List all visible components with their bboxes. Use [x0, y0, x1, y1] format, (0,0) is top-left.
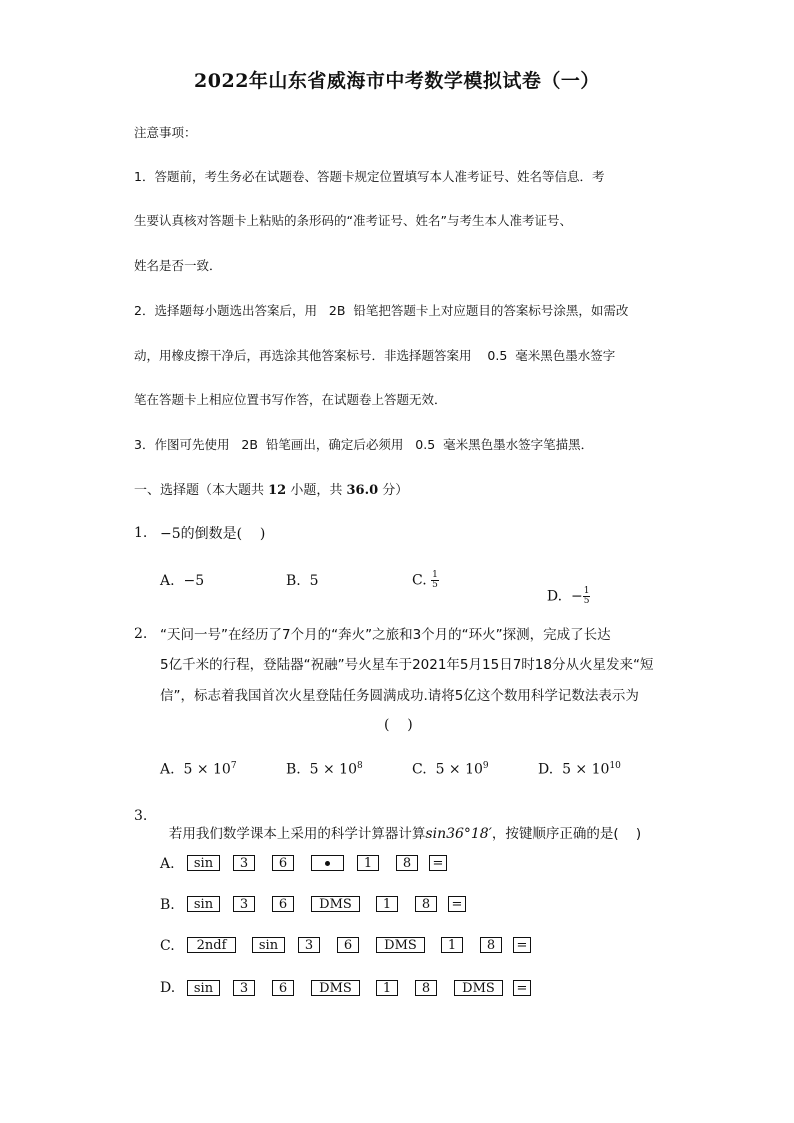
- calculator-key: 8: [480, 937, 502, 953]
- option-a-label: A.: [160, 856, 175, 872]
- calculator-key: 3: [233, 980, 255, 996]
- option-a: A. $5 \times 10^7$: [160, 761, 237, 778]
- notice-line: 3．作图可先使用 2B 铅笔画出，确定后必须用 0.5 毫米黑色墨水签字笔描黑．: [134, 437, 594, 452]
- question-text: 信”，标志着我国首次火星登陆任务圆满成功.请将5亿这个数用科学记数法表示为: [160, 688, 639, 704]
- calculator-key: DMS: [376, 937, 425, 953]
- section-heading: [134, 479, 408, 498]
- section-suffix: 分）: [378, 483, 409, 498]
- option-b-label: B.: [160, 897, 175, 913]
- option-d: D. $5 \times 10^{10}$: [538, 761, 621, 778]
- section-score: 36.0: [346, 483, 379, 498]
- option-b: B. 5: [286, 573, 319, 589]
- page-title: 2022年山东省威海市中考数学模拟试卷（一）: [194, 70, 600, 92]
- calculator-key: 1: [357, 855, 379, 871]
- notice-line: 生要认真核对答题卡上粘贴的条形码的“准考证号、姓名”与考生本人准考证号、: [134, 213, 572, 228]
- calculator-key: 3: [298, 937, 320, 953]
- calculator-key: sin: [187, 855, 220, 871]
- notice-line: 2．选择题每小题选出答案后，用 2B 铅笔把答题卡上对应题目的答案标号涂黑，如需改: [134, 303, 629, 318]
- section-count: 12: [268, 483, 287, 498]
- section-mid: 小题，共: [286, 483, 347, 498]
- calculator-key: DMS: [454, 980, 503, 996]
- option-c-label: C.: [412, 572, 432, 589]
- option-a: A. −5: [160, 573, 205, 589]
- calculator-key: [311, 855, 344, 871]
- option-c-label: C.: [160, 938, 175, 954]
- option-d-label: D. −: [546, 588, 583, 605]
- calculator-key: =: [429, 855, 447, 871]
- notice-line: 姓名是否一致．: [134, 258, 222, 273]
- calculator-key: 1: [376, 896, 398, 912]
- calculator-key: sin: [187, 980, 220, 996]
- calculator-key: 8: [396, 855, 418, 871]
- calculator-key: =: [513, 937, 531, 953]
- question-text: “天问一号”在经历了7个月的“奔火”之旅和3个月的“环火”探测，完成了长达: [160, 627, 611, 643]
- notice-line: 动，用橡皮擦干净后，再选涂其他答案标号．非选择题答案用 0.5 毫米黑色墨水签字: [134, 348, 616, 363]
- calculator-key: DMS: [311, 896, 360, 912]
- calculator-key: 3: [233, 896, 255, 912]
- calculator-key: sin: [187, 896, 220, 912]
- calculator-key: 3: [233, 855, 255, 871]
- calculator-key: 8: [415, 896, 437, 912]
- calculator-key: 1: [441, 937, 463, 953]
- calculator-key: =: [513, 980, 531, 996]
- calculator-key: 1: [376, 980, 398, 996]
- section-prefix: 一、选择题（本大题共: [134, 483, 269, 498]
- question-text: −5的倒数是( ): [160, 526, 266, 542]
- calculator-key: =: [448, 896, 466, 912]
- decimal-point-icon: [325, 861, 330, 866]
- calculator-key: 6: [272, 980, 294, 996]
- option-c: [412, 571, 439, 590]
- option-d-label: D.: [160, 980, 176, 996]
- question-number: 2.: [134, 626, 148, 642]
- option-d: [538, 571, 590, 606]
- notice-line: 笔在答题卡上相应位置书写作答，在试题卷上答题无效．: [134, 392, 447, 407]
- calculator-key: 2ndf: [187, 937, 236, 953]
- answer-brackets: ( ): [384, 717, 413, 733]
- calculator-key: sin: [252, 937, 285, 953]
- question-number: 3.: [134, 808, 148, 824]
- question-number: 1.: [134, 525, 148, 541]
- calculator-key: 6: [272, 855, 294, 871]
- fraction: $\frac{1}{5}$: [583, 586, 590, 606]
- question-text: 若用我们数学课本上采用的科学计算器计算sin36°18′，按键顺序正确的是( ): [168, 826, 642, 842]
- calculator-key: 6: [272, 896, 294, 912]
- option-b: B. $5 \times 10^8$: [286, 761, 363, 778]
- question-text: 5亿千米的行程，登陆器“祝融”号火星车于2021年5月15日7时18分从火星发来“短: [160, 657, 654, 673]
- option-c: C. $5 \times 10^9$: [412, 761, 489, 778]
- calculator-key: DMS: [311, 980, 360, 996]
- fraction: $\frac{1}{5}$: [432, 570, 438, 590]
- calculator-key: 6: [337, 937, 359, 953]
- notice-line: 1．答题前，考生务必在试题卷、答题卡规定位置填写本人准考证号、姓名等信息．考: [134, 169, 605, 184]
- calculator-key: 8: [415, 980, 437, 996]
- notice-heading: 注意事项：: [134, 125, 197, 140]
